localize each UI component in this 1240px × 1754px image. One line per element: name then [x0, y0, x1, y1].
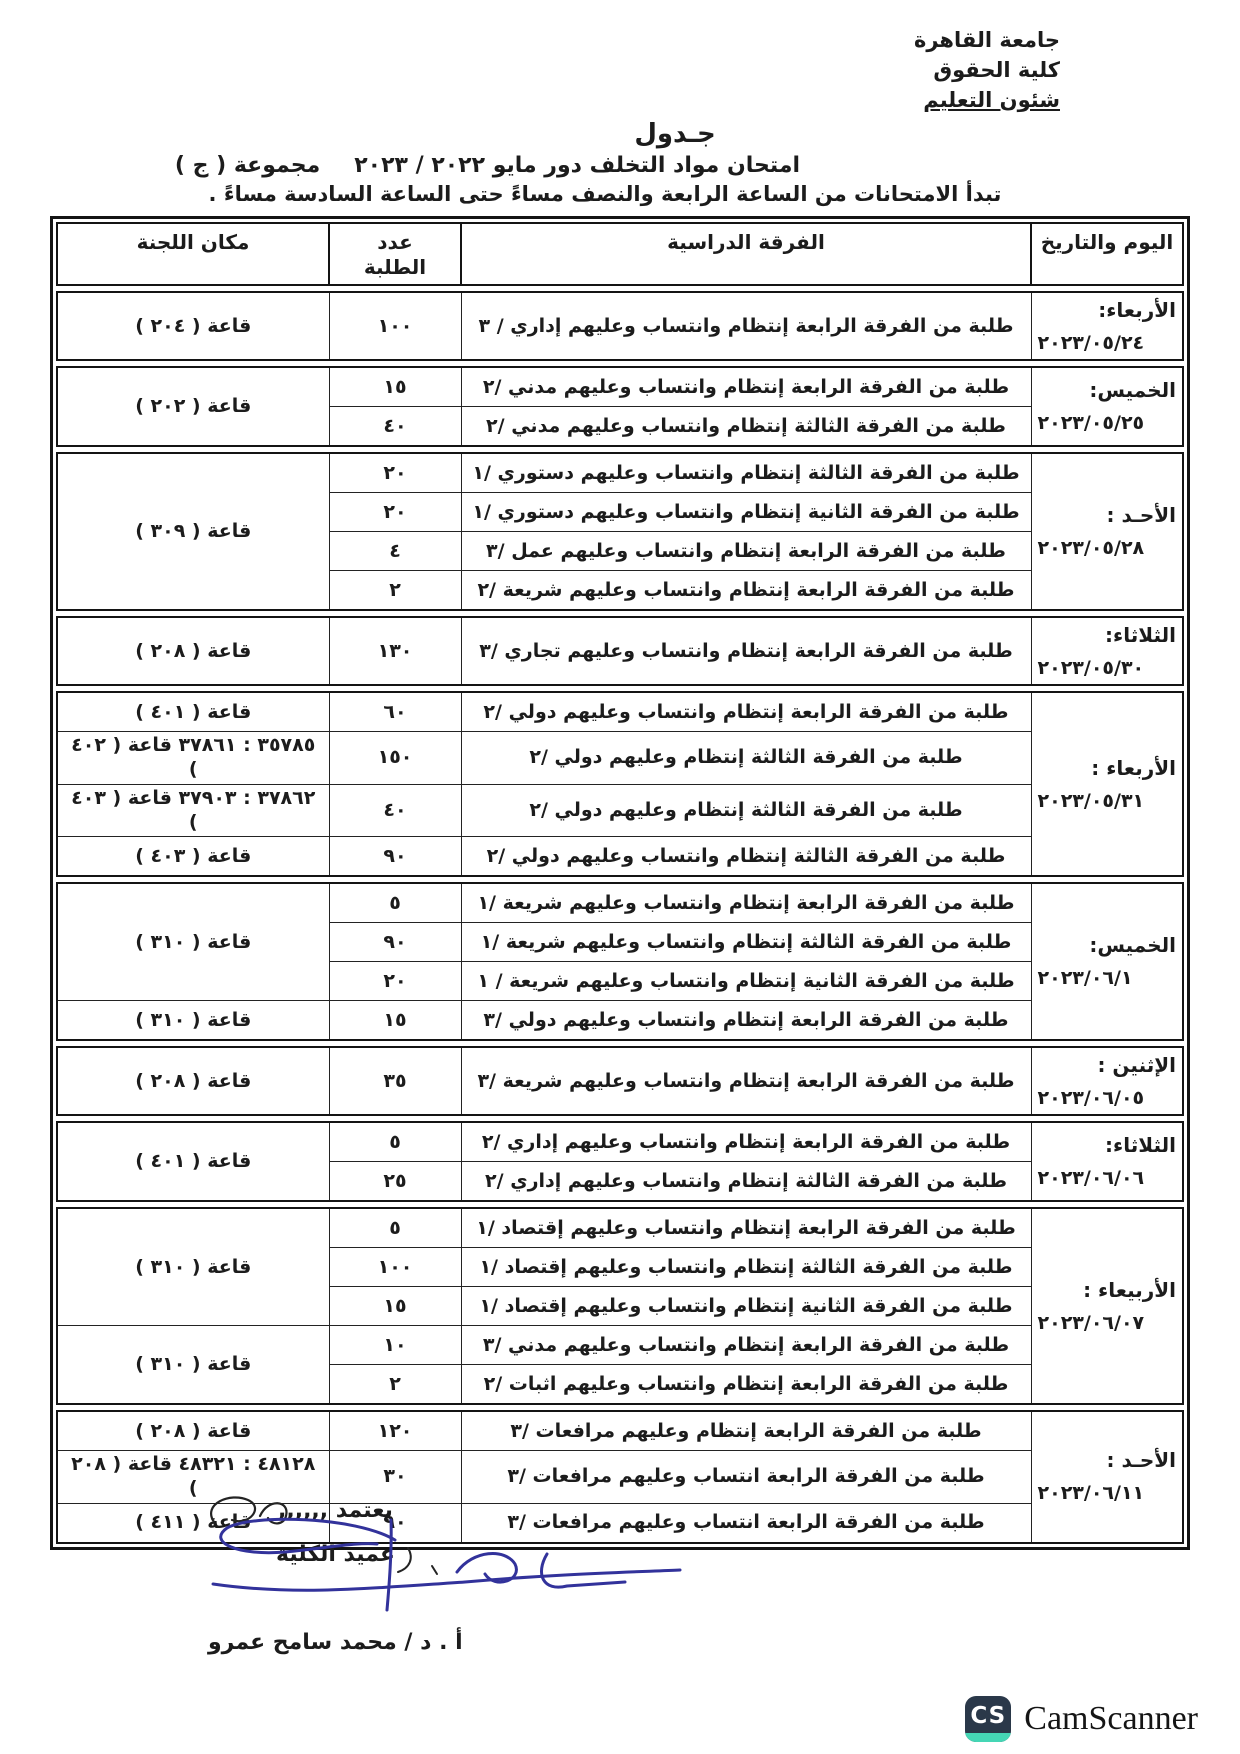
student-count: ٥	[329, 1208, 461, 1248]
class-cell: طلبة من الفرقة الرابعة إنتظام وانتساب وعليهم دولي /٣	[461, 1001, 1031, 1041]
student-count: ٤٠	[329, 407, 461, 447]
table-row	[57, 617, 1183, 685]
class-cell: طلبة من الفرقة الثالثة إنتظام وعليهم دولي /٢	[461, 732, 1031, 785]
table-row	[57, 732, 1183, 785]
exam-session-title: امتحان مواد التخلف دور مايو ٢٠٢٢ / ٢٠٢٣	[354, 153, 800, 179]
letterhead	[0, 26, 1060, 115]
student-count: ٩٠	[329, 1503, 461, 1543]
student-count: ٢	[329, 571, 461, 611]
table-row	[57, 1001, 1183, 1041]
day-block	[56, 882, 1184, 1041]
student-count: ١٥	[329, 1001, 461, 1041]
class-cell: طلبة من الفرقة الرابعة انتساب وعليهم مرافعات /٣	[461, 1451, 1031, 1504]
class-cell: طلبة من الفرقة الرابعة إنتظام وانتساب وعليهم إداري /٢	[461, 1122, 1031, 1162]
day-label: الأحـد :	[1106, 1448, 1176, 1473]
student-count: ١٠٠	[329, 1248, 461, 1287]
class-cell: طلبة من الفرقة الرابعة إنتظام وعليهم مرافعات /٣	[461, 1411, 1031, 1451]
department-name: شئون التعليم	[923, 87, 1060, 112]
class-cell: طلبة من الفرقة الرابعة إنتظام وانتساب وعليهم شريعة /١	[461, 883, 1031, 923]
dean-signature	[205, 1512, 705, 1647]
day-block	[56, 616, 1184, 686]
day-label: الأربيعاء :	[1083, 1277, 1176, 1302]
day-date-cell	[1031, 1411, 1183, 1543]
day-date-cell	[1031, 292, 1183, 360]
day-block	[56, 1046, 1184, 1116]
day-date-cell	[1031, 453, 1183, 610]
date-label: ٢٠٢٣/٠٦/١١	[1037, 1482, 1145, 1505]
table-row	[57, 1326, 1183, 1365]
committee-location: ٣٧٨٦٢ : ٣٧٩٠٣ قاعة ( ٤٠٣ )	[57, 784, 329, 837]
day-block	[56, 452, 1184, 611]
committee-location: قاعة ( ٣١٠ )	[57, 1326, 329, 1405]
student-count: ٣٥	[329, 1047, 461, 1115]
student-count: ١٠٠	[329, 292, 461, 360]
class-cell: طلبة من الفرقة الرابعة إنتظام وانتساب وعليهم شريعة /٣	[461, 1047, 1031, 1115]
class-cell: طلبة من الفرقة الثالثة إنتظام وعليهم دولي /٢	[461, 784, 1031, 837]
committee-location: قاعة ( ٣١٠ )	[57, 1208, 329, 1326]
student-count: ٢٠	[329, 493, 461, 532]
schedule-blocks	[56, 291, 1184, 1544]
date-label: ٢٠٢٣/٠٥/٢٤	[1037, 331, 1145, 354]
table-row	[57, 1411, 1183, 1451]
student-count: ٢٠	[329, 962, 461, 1001]
committee-location: قاعة ( ٣٠٩ )	[57, 453, 329, 610]
header-student-count	[329, 223, 461, 285]
student-count: ١٣٠	[329, 617, 461, 685]
day-date-cell	[1031, 692, 1183, 876]
class-cell: طلبة من الفرقة الرابعة إنتظام وانتساب وعليهم إداري / ٣	[461, 292, 1031, 360]
schedule-table	[50, 216, 1190, 1550]
day-label: الإثنين :	[1097, 1052, 1176, 1077]
committee-location: ٣٥٧٨٥ : ٣٧٨٦١ قاعة ( ٤٠٢ )	[57, 732, 329, 785]
table-row	[57, 453, 1183, 493]
table-row	[57, 367, 1183, 407]
student-count: ٣٠	[329, 1451, 461, 1504]
student-count: ٩٠	[329, 837, 461, 877]
day-date-cell	[1031, 367, 1183, 446]
committee-location: قاعة ( ٢٠٨ )	[57, 1411, 329, 1451]
committee-location: قاعة ( ٤٠١ )	[57, 692, 329, 732]
class-cell: طلبة من الفرقة الرابعة انتساب وعليهم مرافعات /٣	[461, 1503, 1031, 1543]
student-count: ١٥٠	[329, 732, 461, 785]
university-name: جامعة القاهرة	[913, 28, 1060, 52]
committee-location: قاعة ( ٤٠١ )	[57, 1122, 329, 1201]
day-label: الأحـد :	[1106, 503, 1176, 528]
page-title: جـدول	[634, 119, 716, 150]
header-count-line1: عدد	[377, 230, 413, 255]
student-count: ١٠	[329, 1326, 461, 1365]
class-cell: طلبة من الفرقة الثانية إنتظام وانتساب وعليهم شريعة / ١	[461, 962, 1031, 1001]
class-cell: طلبة من الفرقة الرابعة إنتظام وانتساب وعليهم اثبات /٢	[461, 1365, 1031, 1405]
header-day-date: اليوم والتاريخ	[1031, 223, 1183, 285]
table-header	[56, 222, 1184, 286]
student-count: ٩٠	[329, 923, 461, 962]
day-label: الخميس:	[1089, 933, 1176, 958]
committee-location: قاعة ( ٢٠٨ )	[57, 617, 329, 685]
day-label: الأربعاء :	[1091, 755, 1176, 780]
date-label: ٢٠٢٣/٠٥/٢٥	[1037, 412, 1145, 435]
approval-area	[150, 1498, 770, 1708]
camscanner-watermark	[965, 1696, 1198, 1742]
day-date-cell	[1031, 617, 1183, 685]
day-date-cell	[1031, 1047, 1183, 1115]
day-block	[56, 291, 1184, 361]
class-cell: طلبة من الفرقة الثانية إنتظام وانتساب وعليهم إقتصاد /١	[461, 1287, 1031, 1326]
class-cell: طلبة من الفرقة الثالثة إنتظام وانتساب وعليهم دولي /٢	[461, 837, 1031, 877]
header-committee-location: مكان اللجنة	[57, 223, 329, 285]
class-cell: طلبة من الفرقة الرابعة إنتظام وانتساب وعليهم تجاري /٣	[461, 617, 1031, 685]
class-cell: طلبة من الفرقة الرابعة إنتظام وانتساب وعليهم شريعة /٢	[461, 571, 1031, 611]
table-row	[57, 1208, 1183, 1248]
student-count: ١٢٠	[329, 1411, 461, 1451]
committee-location: قاعة ( ٤٠٣ )	[57, 837, 329, 877]
table-row	[57, 883, 1183, 923]
camscanner-logo-icon	[965, 1696, 1011, 1742]
date-label: ٢٠٢٣/٠٥/٣٠	[1037, 656, 1145, 679]
header-class: الفرقة الدراسية	[461, 223, 1031, 285]
committee-location: قاعة ( ٤١١ )	[57, 1503, 329, 1543]
camscanner-label: CamScanner	[1024, 1700, 1198, 1737]
student-count: ٥	[329, 883, 461, 923]
day-block	[56, 1207, 1184, 1405]
class-cell: طلبة من الفرقة الثالثة إنتظام وانتساب وعليهم شريعة /١	[461, 923, 1031, 962]
class-cell: طلبة من الفرقة الرابعة إنتظام وانتساب وعليهم دولي /٢	[461, 692, 1031, 732]
committee-location: قاعة ( ٣١٠ )	[57, 883, 329, 1001]
faculty-name: كلية الحقوق	[933, 57, 1060, 82]
day-block	[56, 366, 1184, 447]
table-row	[57, 784, 1183, 837]
class-cell: طلبة من الفرقة الرابعة إنتظام وانتساب وعليهم عمل /٣	[461, 532, 1031, 571]
class-cell: طلبة من الفرقة الثالثة إنتظام وانتساب وعليهم دستوري /١	[461, 453, 1031, 493]
class-cell: طلبة من الفرقة الرابعة إنتظام وانتساب وعليهم مدني /٢	[461, 367, 1031, 407]
date-label: ٢٠٢٣/٠٥/٢٨	[1037, 537, 1145, 560]
student-count: ١٥	[329, 1287, 461, 1326]
table-row	[57, 1047, 1183, 1115]
committee-location: ٤٨١٢٨ : ٤٨٣٢١ قاعة ( ٢٠٨ )	[57, 1451, 329, 1504]
exam-time-note: تبدأ الامتحانات من الساعة الرابعة والنصف مساءً حتى الساعة السادسة مساءً .	[208, 182, 1002, 207]
day-date-cell	[1031, 883, 1183, 1040]
class-cell: طلبة من الفرقة الرابعة إنتظام وانتساب وعليهم إقتصاد /١	[461, 1208, 1031, 1248]
committee-location: قاعة ( ٢٠٨ )	[57, 1047, 329, 1115]
class-cell: طلبة من الفرقة الثالثة إنتظام وانتساب وعليهم مدني /٢	[461, 407, 1031, 447]
student-count: ٢	[329, 1365, 461, 1405]
committee-location: قاعة ( ٣١٠ )	[57, 1001, 329, 1041]
student-count: ٢٠	[329, 453, 461, 493]
class-cell: طلبة من الفرقة الرابعة إنتظام وانتساب وعليهم مدني /٣	[461, 1326, 1031, 1365]
student-count: ٥	[329, 1122, 461, 1162]
header-count-line2: الطلبة	[363, 255, 427, 280]
date-label: ٢٠٢٣/٠٦/٠٦	[1037, 1167, 1145, 1190]
day-block	[56, 691, 1184, 877]
class-cell: طلبة من الفرقة الثالثة إنتظام وانتساب وعليهم إداري /٢	[461, 1162, 1031, 1202]
date-label: ٢٠٢٣/٠٦/٠٥	[1037, 1086, 1145, 1109]
committee-location: قاعة ( ٢٠٢ )	[57, 367, 329, 446]
class-cell: طلبة من الفرقة الثانية إنتظام وانتساب وعليهم دستوري /١	[461, 493, 1031, 532]
day-date-cell	[1031, 1208, 1183, 1404]
student-count: ٦٠	[329, 692, 461, 732]
approve-label: يعتمد ,,,,,,	[278, 1498, 393, 1523]
day-label: الخميس:	[1089, 378, 1176, 403]
day-date-cell	[1031, 1122, 1183, 1201]
date-label: ٢٠٢٣/٠٥/٣١	[1037, 789, 1145, 812]
exam-subtitle-row	[0, 153, 800, 178]
date-label: ٢٠٢٣/٠٦/١	[1037, 967, 1133, 990]
dean-name: أ . د / محمد سامح عمرو	[208, 1630, 463, 1655]
table-row	[57, 1122, 1183, 1162]
student-count: ١٥	[329, 367, 461, 407]
committee-location: قاعة ( ٢٠٤ )	[57, 292, 329, 360]
group-label: مجموعة ( ج )	[174, 153, 321, 179]
student-count: ٢٥	[329, 1162, 461, 1202]
day-label: الثلاثاء:	[1105, 1133, 1176, 1158]
table-row	[57, 292, 1183, 360]
table-row	[57, 837, 1183, 877]
camscanner-badge-text: CS	[970, 1702, 1007, 1729]
student-count: ٤	[329, 532, 461, 571]
table-row	[57, 692, 1183, 732]
day-label: الأربعاء:	[1098, 297, 1176, 322]
day-label: الثلاثاء:	[1105, 622, 1176, 647]
dean-title: عميد الكلية	[276, 1542, 396, 1567]
date-label: ٢٠٢٣/٠٦/٠٧	[1037, 1311, 1145, 1334]
day-block	[56, 1121, 1184, 1202]
class-cell: طلبة من الفرقة الثالثة إنتظام وانتساب وعليهم إقتصاد /١	[461, 1248, 1031, 1287]
student-count: ٤٠	[329, 784, 461, 837]
